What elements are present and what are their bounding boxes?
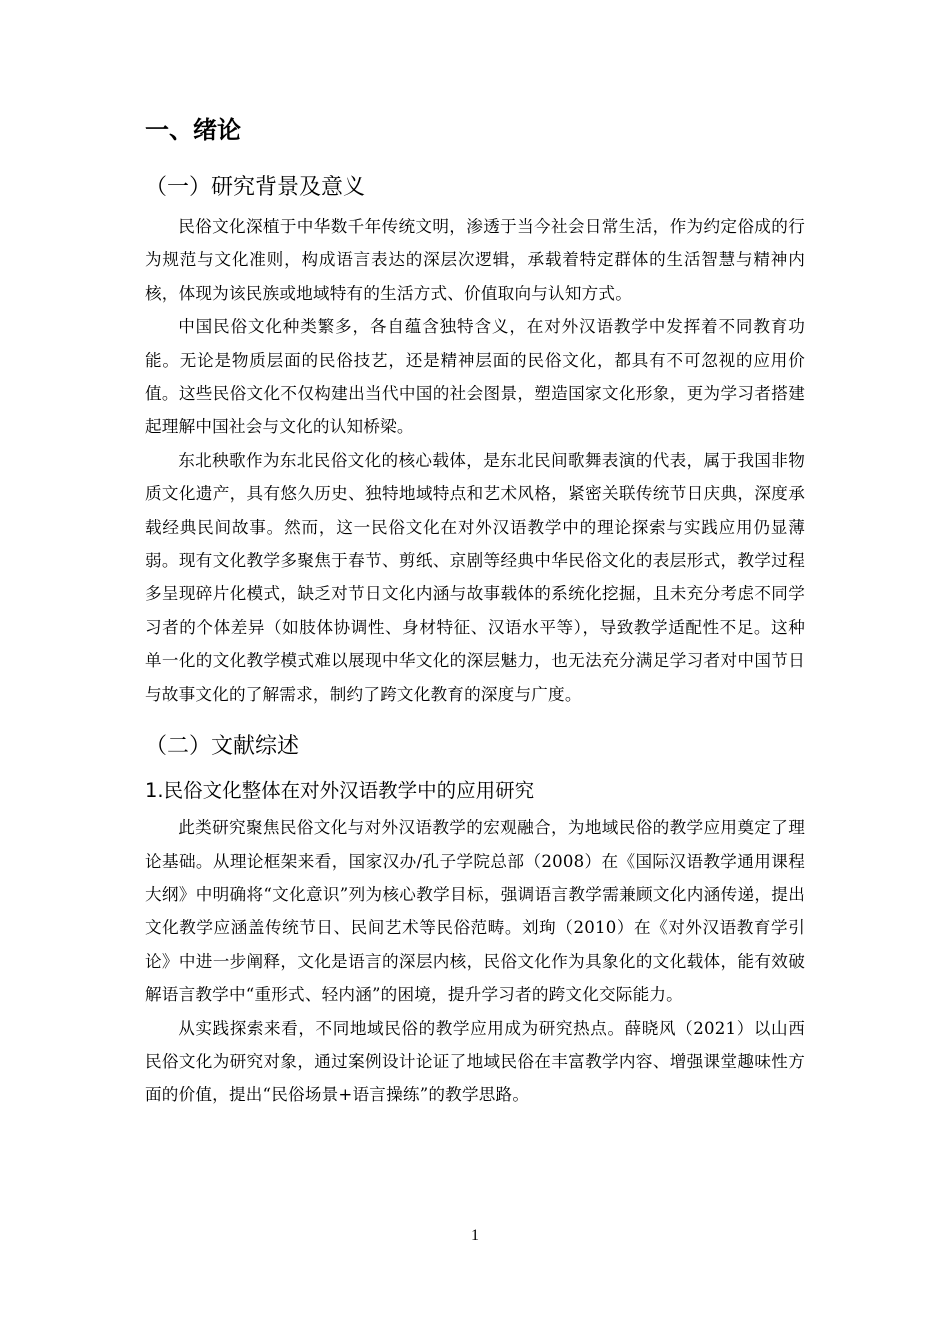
page-number: 1 (471, 1227, 479, 1244)
paragraph: 从实践探索来看，不同地域民俗的教学应用成为研究热点。薛晓风（2021）以山西民俗文化为研究对象，通过案例设计论证了地域民俗在丰富教学内容、增强课堂趣味性方面的价值，提出“民俗场景+语言操练”的教学思路。 (145, 1018, 805, 1105)
paragraph: 东北秧歌作为东北民俗文化的核心载体，是东北民间歌舞表演的代表，属于我国非物质文化遗产，具有悠久历史、独特地域特点和艺术风格，紧密关联传统节日庆典，深度承载经典民间故事。然而，这一民俗文化在对外汉语教学中的理论探索与实践应用仍显薄弱。现有文化教学多聚焦于春节、剪纸、京剧等经典中华民俗文化的表层形式，教学过程多呈现碎片化模式，缺乏对节日文化内涵与故事载体的系统化挖掘，且未充分考虑不同学习者的个体差异（如肢体协调性、身材特征、汉语水平等），导致教学适配性不足。这种单一化的文化教学模式难以展现中华文化的深层魅力，也无法充分满足学习者对中国节日与故事文化的了解需求，制约了跨文化教育的深度与广度。 (145, 450, 805, 704)
chapter-title: 一、绪论 (145, 116, 241, 144)
paragraph: 中国民俗文化种类繁多，各自蕴含独特含义，在对外汉语教学中发挥着不同教育功能。无论是物质层面的民俗技艺，还是精神层面的民俗文化，都具有不可忽视的应用价值。这些民俗文化不仅构建出当代中国的社会图景，塑造国家文化形象，更为学习者搭建起理解中国社会与文化的认知桥梁。 (145, 317, 805, 437)
subsection-title: 1.民俗文化整体在对外汉语教学中的应用研究 (145, 779, 535, 803)
section-title-background: （一）研究背景及意义 (145, 175, 366, 200)
page-content (145, 112, 805, 1112)
paragraph: 此类研究聚焦民俗文化与对外汉语教学的宏观融合，为地域民俗的教学应用奠定了理论基础。从理论框架来看，国家汉办/孔子学院总部（2008）在《国际汉语教学通用课程大纲》中明确将“文化意识”列为核心教学目标，强调语言教学需兼顾文化内涵传递，提出文化教学应涵盖传统节日、民间艺术等民俗范畴。刘珣（2010）在《对外汉语教育学引论》中进一步阐释，文化是语言的深层内核，民俗文化作为具象化的文化载体，能有效破解语言教学中“重形式、轻内涵”的困境，提升学习者的跨文化交际能力。 (145, 818, 805, 1005)
paragraph: 民俗文化深植于中华数千年传统文明，渗透于当今社会日常生活，作为约定俗成的行为规范与文化准则，构成语言表达的深层次逻辑，承载着特定群体的生活智慧与精神内核，体现为该民族或地域特有的生活方式、价值取向与认知方式。 (145, 217, 805, 303)
section-title-literature-review: （二）文献综述 (145, 734, 300, 760)
